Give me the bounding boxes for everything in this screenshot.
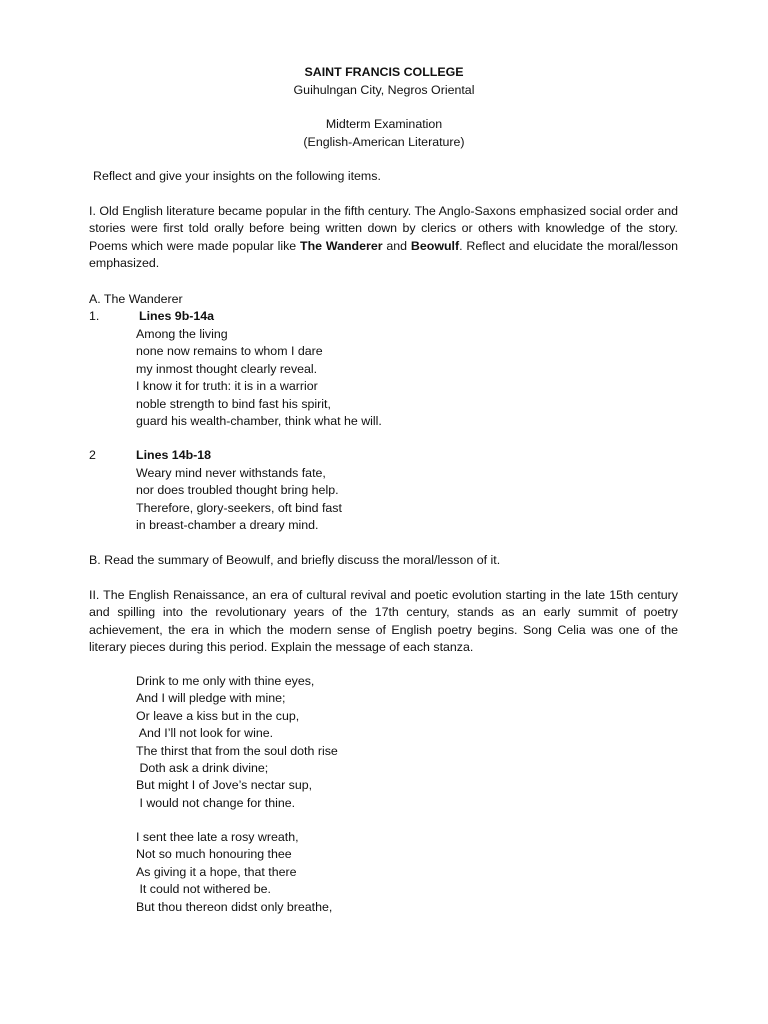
section2-intro: II. The English Renaissance, an era of cultural revival and poetic evolution starting in the late 15th century and spilling into the revolutionary years of the 17th century, stands as an early summit of poetry achievement, the era in which the modern sense of English poetry begins. Song Celia was one of the literary pieces during this period. Explain the message of each stanza. [89,588,678,655]
poem-line: But thou thereon didst only breathe, [136,899,333,914]
celia-stanza-2 [136,829,332,916]
poem-line: Therefore, glory-seekers, oft bind fast [136,500,342,515]
item2-poem-lines [136,465,342,535]
poem-title-beowulf: Beowulf [410,238,460,253]
poem-line: I know it for truth: it is in a warrior [136,379,318,394]
section1-intro-part1: I. Old English literature became popular in the fifth century. The Anglo-Saxons emphasized social order and stories were first told orally before being written down by clerics or others with knowledge of the story. Poems which were made popular like [89,204,678,253]
celia-stanza-1 [136,673,338,812]
exam-subject: (English-American Literature) [303,135,465,149]
poem-line: Drink to me only with thine eyes, [136,674,315,688]
part-a-title: A. The Wanderer [89,292,183,306]
section1-intro-part2: . Reflect and elucidate the moral/lesson emphasized. [89,238,678,271]
poem-line: nor does troubled thought bring help. [136,483,339,498]
item2-number: 2 [89,448,96,462]
poem-line: my inmost thought clearly reveal. [136,361,318,376]
item1-poem-lines [136,326,382,430]
poem-line: But might I of Jove’s nectar sup, [136,778,313,793]
item1-number: 1. [89,309,100,323]
poem-line: And I will pledge with mine; [136,691,286,706]
poem-line: The thirst that from the soul doth rise [136,743,338,758]
poem-line: It could not withered be. [136,882,272,897]
item1-heading: Lines 9b-14a [139,309,215,323]
poem-line: noble strength to bind fast his spirit, [136,396,331,411]
item2-heading: Lines 14b-18 [136,448,212,462]
section1-intro-and: and [382,238,411,253]
poem-line: Doth ask a drink divine; [136,761,269,776]
poem-line: in breast-chamber a dreary mind. [136,518,319,533]
part-b-question: B. Read the summary of Beowulf, and briefly discuss the moral/lesson of it. [89,553,501,567]
section1-intro [89,203,678,273]
poem-line: Weary mind never withstands fate, [136,466,326,480]
poem-line: I sent thee late a rosy wreath, [136,830,299,844]
college-location: Guihulngan City, Negros Oriental [293,83,475,97]
poem-line: Or leave a kiss but in the cup, [136,708,300,723]
poem-line: none now remains to whom I dare [136,344,323,359]
poem-title-wanderer: The Wanderer [300,238,383,253]
poem-line: guard his wealth-chamber, think what he will. [136,414,382,429]
poem-line: And I’ll not look for wine. [136,726,274,741]
exam-title: Midterm Examination [325,117,443,131]
poem-line: Not so much honouring thee [136,847,292,862]
poem-line: I would not change for thine. [136,795,296,810]
instructions: Reflect and give your insights on the following items. [93,169,381,183]
poem-line: Among the living [136,327,228,341]
poem-line: As giving it a hope, that there [136,864,297,879]
college-name: SAINT FRANCIS COLLEGE [304,65,464,79]
